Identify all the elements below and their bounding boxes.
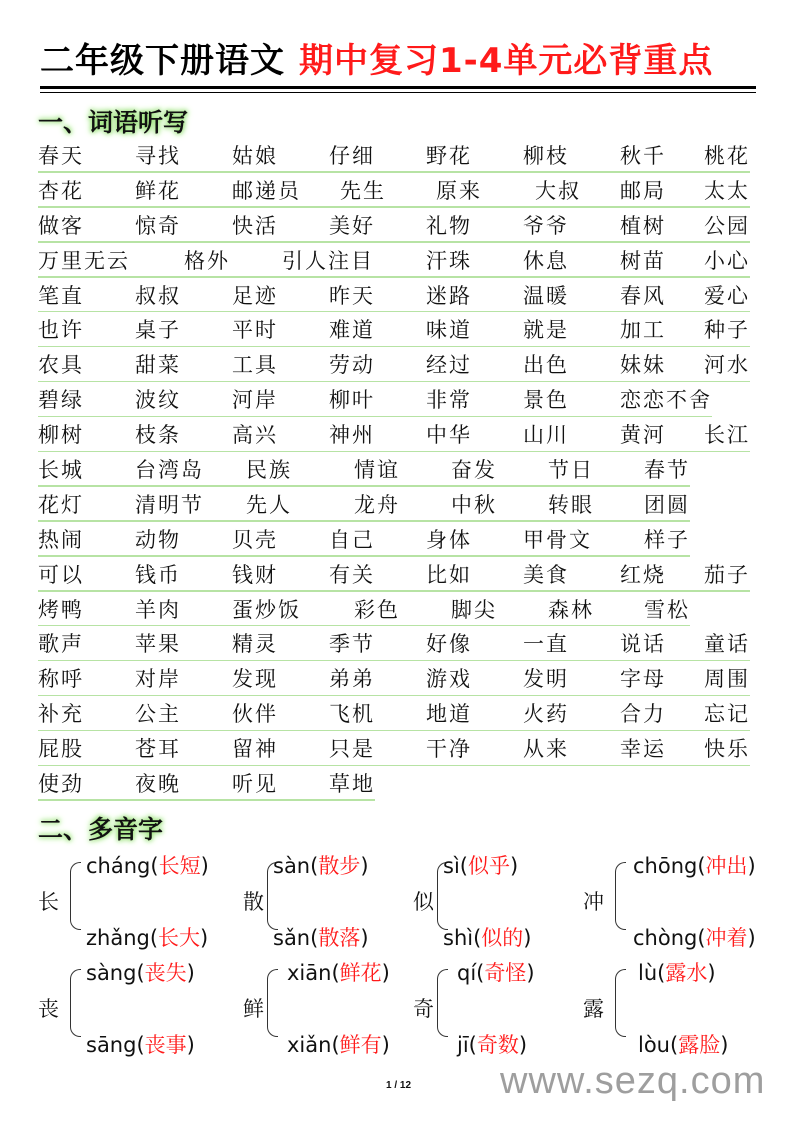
word: 难道	[329, 318, 375, 343]
word-row	[38, 454, 754, 489]
pinyin: qí	[457, 961, 477, 985]
vocabulary-grid	[38, 140, 754, 803]
word: 非常	[426, 388, 472, 413]
paren-open: (	[459, 854, 468, 878]
example-word: 露水	[665, 961, 708, 985]
paren-open: (	[670, 1033, 679, 1057]
example-word: 冲出	[705, 854, 748, 878]
word: 春风	[620, 283, 666, 308]
word: 弟弟	[329, 667, 375, 692]
word: 杏花	[38, 178, 84, 203]
word: 样子	[644, 527, 690, 552]
word: 引人注目	[282, 248, 374, 273]
word: 公园	[704, 213, 750, 238]
word: 苹果	[135, 632, 181, 657]
word: 野花	[426, 144, 472, 168]
pinyin: xiān	[287, 961, 332, 985]
word: 对岸	[135, 667, 181, 692]
polyphone-char: 鲜	[243, 997, 264, 1021]
paren-open: (	[476, 961, 485, 985]
curly-brace-icon	[615, 862, 626, 930]
row-underline	[38, 381, 750, 383]
word: 伙伴	[232, 702, 278, 727]
paren-close: )	[747, 854, 756, 878]
word: 幸运	[620, 737, 666, 762]
word: 长江	[704, 423, 750, 448]
word-row	[38, 140, 754, 175]
paren-close: )	[360, 854, 369, 878]
row-underline	[38, 241, 750, 243]
word: 出色	[523, 353, 569, 378]
example-word: 奇怪	[484, 961, 527, 985]
curly-brace-icon	[615, 969, 626, 1037]
curly-brace-icon	[267, 969, 278, 1037]
word: 忘记	[704, 702, 750, 727]
watermark: www.sezq.com	[500, 1060, 766, 1102]
word: 叔叔	[135, 283, 181, 308]
word-row	[38, 663, 754, 698]
word: 称呼	[38, 667, 84, 692]
word: 河岸	[232, 388, 278, 413]
word: 波纹	[135, 388, 181, 413]
example-word: 似乎	[467, 854, 510, 878]
example-word: 长大	[158, 926, 201, 950]
pinyin: cháng	[86, 854, 151, 878]
paren-open: (	[697, 854, 706, 878]
word: 大叔	[535, 178, 581, 203]
word: 飞机	[329, 702, 375, 727]
row-underline	[38, 520, 690, 522]
word: 妹妹	[620, 353, 666, 378]
word: 春天	[38, 144, 84, 168]
word: 彩色	[354, 597, 400, 622]
pinyin: sàng	[86, 961, 137, 985]
example-word: 长短	[158, 854, 201, 878]
word: 美好	[329, 213, 375, 238]
pinyin: zhǎng	[86, 926, 150, 950]
word: 雪松	[644, 597, 690, 622]
word: 温暖	[523, 283, 569, 308]
word: 火药	[523, 702, 569, 727]
word: 比如	[426, 562, 472, 587]
row-underline	[38, 416, 712, 418]
word: 柳枝	[523, 144, 569, 168]
polyphone-char: 长	[38, 890, 59, 914]
word: 地道	[426, 702, 472, 727]
paren-close: )	[523, 926, 532, 950]
polyphone-reading	[86, 850, 209, 880]
paren-open: (	[468, 1033, 477, 1057]
row-underline	[38, 311, 750, 313]
word: 足迹	[232, 283, 278, 308]
word: 高兴	[232, 423, 278, 448]
word: 烤鸭	[38, 597, 84, 622]
word: 周围	[704, 667, 750, 692]
paren-close: )	[381, 1033, 390, 1057]
word: 说话	[620, 632, 666, 657]
polyphone-reading	[633, 850, 756, 880]
pinyin: chòng	[633, 926, 698, 950]
example-word: 丧失	[144, 961, 187, 985]
row-underline	[38, 625, 690, 627]
word: 原来	[436, 178, 482, 203]
word: 美食	[523, 562, 569, 587]
word: 寻找	[135, 144, 181, 168]
word: 爱心	[704, 283, 750, 308]
paren-open: (	[697, 926, 706, 950]
word: 加工	[620, 318, 666, 343]
word: 茄子	[704, 562, 750, 587]
word: 贝壳	[232, 527, 278, 552]
word: 中秋	[451, 492, 497, 517]
word: 就是	[523, 318, 569, 343]
word: 树苗	[620, 248, 666, 273]
word: 童话	[704, 632, 750, 657]
word-row	[38, 698, 754, 733]
word: 自己	[329, 527, 375, 552]
word: 蛋炒饭	[232, 597, 301, 622]
word: 一直	[523, 632, 569, 657]
word: 歌声	[38, 632, 84, 657]
paren-open: (	[657, 961, 666, 985]
word: 种子	[704, 318, 750, 343]
example-word: 奇数	[476, 1033, 519, 1057]
row-underline	[38, 765, 750, 767]
example-word: 冲着	[705, 926, 748, 950]
word: 工具	[232, 353, 278, 378]
word: 红烧	[620, 562, 666, 587]
polyphone-reading	[638, 1029, 728, 1059]
pinyin: sì	[443, 854, 460, 878]
word: 热闹	[38, 527, 84, 552]
polyphone-char: 散	[243, 890, 264, 914]
word: 迷路	[426, 283, 472, 308]
section-heading-polyphones: 二、多音字	[38, 815, 164, 844]
word: 羊肉	[135, 597, 181, 622]
word: 经过	[426, 353, 472, 378]
example-word: 散步	[318, 854, 361, 878]
word: 枝条	[135, 423, 181, 448]
word: 听见	[232, 772, 278, 797]
word: 字母	[620, 667, 666, 692]
paren-close: )	[518, 1033, 528, 1057]
word: 桃花	[704, 144, 750, 168]
pinyin: sāng	[86, 1033, 137, 1057]
word: 发现	[232, 667, 278, 692]
word: 奋发	[451, 458, 497, 483]
word: 长城	[38, 458, 84, 483]
polyphone-char: 似	[413, 890, 434, 914]
row-underline	[38, 485, 690, 487]
polyphone-reading	[86, 922, 208, 952]
word: 笔直	[38, 283, 84, 308]
paren-close: )	[720, 1033, 729, 1057]
word-row	[38, 280, 754, 315]
row-underline	[38, 276, 750, 278]
word: 昨天	[329, 283, 375, 308]
row-underline	[38, 171, 750, 173]
word: 河水	[704, 353, 750, 378]
word: 苍耳	[135, 737, 181, 762]
word: 甜菜	[135, 353, 181, 378]
word-row	[38, 210, 754, 245]
word: 味道	[426, 318, 472, 343]
polyphone-char: 冲	[583, 890, 604, 914]
word-row	[38, 559, 754, 594]
word: 做客	[38, 213, 84, 238]
polyphone-reading	[273, 850, 369, 880]
word: 景色	[523, 388, 569, 413]
polyphone-reading	[457, 957, 535, 987]
polyphone-reading	[633, 922, 756, 952]
row-underline	[38, 346, 750, 348]
word: 休息	[523, 248, 569, 273]
paren-close: )	[200, 926, 209, 950]
word: 劳动	[329, 353, 375, 378]
paren-open: (	[149, 926, 159, 950]
word: 桌子	[135, 318, 181, 343]
word: 从来	[523, 737, 569, 762]
word: 钱财	[232, 562, 278, 587]
pinyin: chōng	[633, 854, 698, 878]
word: 快活	[232, 213, 278, 238]
word: 柳树	[38, 423, 84, 448]
word: 平时	[232, 318, 278, 343]
paren-open: (	[473, 926, 482, 950]
paren-close: )	[186, 961, 195, 985]
pinyin: lòu	[638, 1033, 670, 1057]
word-row	[38, 628, 754, 663]
word-row	[38, 733, 754, 768]
word: 万里无云	[38, 248, 130, 273]
word: 爷爷	[523, 213, 569, 238]
word: 草地	[329, 772, 375, 797]
word: 山川	[523, 423, 569, 448]
word-row	[38, 768, 754, 803]
word: 身体	[426, 527, 472, 552]
title-grade: 二年级下册语文	[40, 41, 285, 81]
example-word: 散落	[318, 926, 361, 950]
word: 干净	[426, 737, 472, 762]
row-underline	[38, 555, 690, 557]
word: 也许	[38, 318, 84, 343]
word: 清明节	[135, 492, 204, 517]
paren-open: (	[150, 854, 159, 878]
example-word: 似的	[481, 926, 524, 950]
word: 森林	[548, 597, 594, 622]
polyphone-reading	[287, 957, 390, 987]
word: 台湾岛	[135, 458, 204, 483]
paren-close: )	[381, 961, 390, 985]
word: 钱币	[135, 562, 181, 587]
row-underline	[38, 695, 750, 697]
word: 留神	[232, 737, 278, 762]
word: 鲜花	[135, 178, 181, 203]
pinyin: jī	[457, 1033, 469, 1057]
word: 惊奇	[135, 213, 181, 238]
word: 公主	[135, 702, 181, 727]
word: 脚尖	[451, 597, 497, 622]
title-double-underline	[40, 86, 756, 93]
word: 太太	[704, 178, 750, 203]
word: 龙舟	[354, 492, 400, 517]
word: 小心	[704, 248, 750, 273]
row-underline	[38, 206, 750, 208]
paren-close: )	[526, 961, 535, 985]
word: 民族	[246, 458, 292, 483]
paren-close: )	[509, 854, 519, 878]
word: 只是	[329, 737, 375, 762]
paren-open: (	[310, 926, 319, 950]
word: 节日	[548, 458, 594, 483]
word-row	[38, 489, 754, 524]
word: 动物	[135, 527, 181, 552]
word-row	[38, 245, 754, 280]
word: 花灯	[38, 492, 84, 517]
row-underline	[38, 660, 750, 662]
example-word: 鲜有	[339, 1033, 382, 1057]
word: 夜晚	[135, 772, 181, 797]
word-row	[38, 175, 754, 210]
word: 植树	[620, 213, 666, 238]
word: 汗珠	[426, 248, 472, 273]
word: 格外	[184, 248, 230, 273]
word: 仔细	[329, 144, 375, 168]
title-topic: 期中复习1-4单元必背重点	[299, 41, 714, 81]
row-underline	[38, 730, 750, 732]
word: 游戏	[426, 667, 472, 692]
word: 有关	[329, 562, 375, 587]
word: 好像	[426, 632, 472, 657]
word: 姑娘	[232, 144, 278, 168]
word: 恋恋不舍	[620, 388, 712, 413]
polyphone-char: 奇	[413, 997, 434, 1021]
paren-open: (	[136, 961, 145, 985]
word: 先人	[246, 492, 292, 517]
word: 神州	[329, 423, 375, 448]
example-word: 露脸	[678, 1033, 721, 1057]
polyphone-reading	[457, 1029, 527, 1059]
paren-open: (	[136, 1033, 145, 1057]
word: 中华	[426, 423, 472, 448]
word: 邮局	[620, 178, 666, 203]
curly-brace-icon	[70, 862, 81, 930]
word: 秋千	[620, 144, 666, 168]
word: 农具	[38, 353, 84, 378]
polyphone-reading	[443, 922, 532, 952]
word: 发明	[523, 667, 569, 692]
curly-brace-icon	[70, 969, 81, 1037]
row-underline	[38, 590, 750, 592]
paren-close: )	[360, 926, 369, 950]
word: 柳叶	[329, 388, 375, 413]
word: 合力	[620, 702, 666, 727]
paren-open: (	[331, 961, 340, 985]
word: 快乐	[704, 737, 750, 762]
row-underline	[38, 451, 750, 453]
polyphone-reading	[638, 957, 716, 987]
word-row	[38, 524, 754, 559]
word: 先生	[340, 178, 386, 203]
word: 转眼	[548, 492, 594, 517]
word: 情谊	[354, 458, 400, 483]
word: 礼物	[426, 213, 472, 238]
word: 季节	[329, 632, 375, 657]
example-word: 鲜花	[339, 961, 382, 985]
page-indicator: 1 / 12	[386, 1080, 412, 1091]
row-underline	[38, 799, 375, 801]
word: 黄河	[620, 423, 666, 448]
polyphone-char: 丧	[38, 997, 59, 1021]
polyphone-reading	[273, 922, 369, 952]
word: 补充	[38, 702, 84, 727]
word-row	[38, 419, 754, 454]
pinyin: sàn	[273, 854, 311, 878]
paren-close: )	[186, 1033, 195, 1057]
pinyin: lù	[638, 961, 658, 985]
paren-open: (	[331, 1033, 340, 1057]
word: 可以	[38, 562, 84, 587]
paren-open: (	[310, 854, 319, 878]
polyphone-reading	[86, 1029, 195, 1059]
word-row	[38, 384, 754, 419]
polyphone-char: 露	[583, 997, 604, 1021]
pinyin: sǎn	[273, 926, 311, 950]
pinyin: xiǎn	[287, 1033, 332, 1057]
word: 使劲	[38, 772, 84, 797]
polyphone-reading	[86, 957, 195, 987]
paren-close: )	[747, 926, 756, 950]
section-heading-vocabulary: 一、词语听写	[38, 108, 189, 137]
word: 春节	[644, 458, 690, 483]
paren-close: )	[707, 961, 716, 985]
paren-close: )	[200, 854, 209, 878]
word: 团圆	[644, 492, 690, 517]
word-row	[38, 349, 754, 384]
polyphone-reading	[443, 850, 518, 880]
curly-brace-icon	[437, 969, 448, 1037]
word: 邮递员	[232, 178, 301, 203]
word: 精灵	[232, 632, 278, 657]
example-word: 丧事	[144, 1033, 187, 1057]
word: 碧绿	[38, 388, 84, 413]
pinyin: shì	[443, 926, 474, 950]
word-row	[38, 314, 754, 349]
polyphone-reading	[287, 1029, 390, 1059]
page-title	[40, 40, 760, 82]
word: 甲骨文	[523, 527, 592, 552]
word: 屁股	[38, 737, 84, 762]
word-row	[38, 594, 754, 629]
